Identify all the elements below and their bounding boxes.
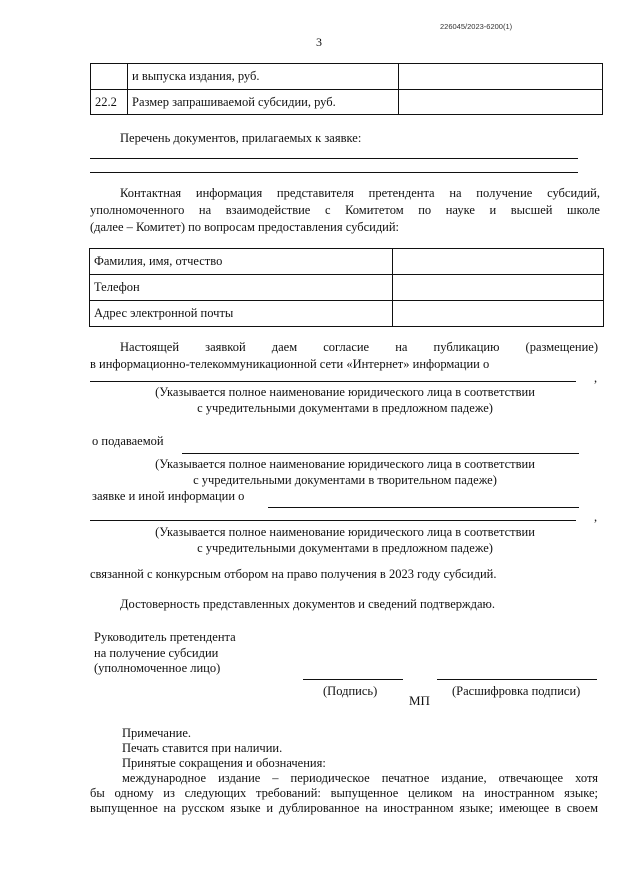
- table-row: [90, 301, 604, 327]
- row-value[interactable]: [399, 90, 603, 115]
- comma: ,: [594, 371, 598, 385]
- competition-line: связанной с конкурсным отбором на право получения в 2023 году субсидий.: [90, 567, 497, 581]
- note-definition-line-2: бы одному из следующих требований: выпущенное целиком на иностранном языке;: [90, 786, 598, 800]
- note-title: Примечание.: [122, 726, 192, 740]
- caption-line: с учредительными документами в творительном падеже): [193, 473, 497, 487]
- consent-line-2: в информационно-телекоммуникационной сети «Интернет» информации о: [90, 357, 490, 371]
- documents-list-line-2[interactable]: [90, 172, 578, 173]
- caption-line: с учредительными документами в предложном падеже): [197, 401, 493, 415]
- page-number: 3: [316, 35, 322, 49]
- caption-line: (Указывается полное наименование юридического лица в соответствии: [155, 525, 535, 539]
- row-number: [91, 64, 128, 90]
- contact-paragraph-line-3: (далее – Комитет) по вопросам предоставления субсидий:: [90, 220, 400, 234]
- table-row: [91, 90, 603, 115]
- org-name-line-1[interactable]: [90, 381, 576, 382]
- table-row: [90, 249, 604, 275]
- comma: ,: [594, 510, 598, 524]
- documents-list-line-1[interactable]: [90, 158, 578, 159]
- note-definition-line-1: международное издание – периодическое печатное издание, отвечающее хотя: [122, 771, 598, 785]
- subsidy-table: [90, 63, 603, 115]
- decoding-label: (Расшифровка подписи): [452, 684, 581, 698]
- stamp-label: МП: [409, 693, 430, 708]
- documents-list-label: Перечень документов, прилагаемых к заявке:: [120, 131, 362, 145]
- note-seal: Печать ставится при наличии.: [122, 741, 283, 755]
- caption-prepositional: [90, 384, 600, 416]
- caption-line: (Указывается полное наименование юридического лица в соответствии: [155, 457, 535, 471]
- signature-line[interactable]: [303, 679, 403, 680]
- note-abbrev: Принятые сокращения и обозначения:: [122, 756, 326, 770]
- contact-value[interactable]: [393, 301, 604, 327]
- contact-paragraph-line-1: Контактная информация представителя претендента на получение субсидий,: [120, 186, 600, 200]
- document-id: 226045/2023-6200(1): [440, 22, 513, 31]
- caption-line: с учредительными документами в предложном падеже): [197, 541, 493, 555]
- org-name-line-4[interactable]: [90, 520, 576, 521]
- signatory-line-1: Руководитель претендента: [94, 630, 236, 644]
- signatory-line-3: (уполномоченное лицо): [94, 661, 221, 675]
- row-label: и выпуска издания, руб.: [128, 64, 399, 90]
- signatory-line-2: на получение субсидии: [94, 646, 219, 660]
- signature-label: (Подпись): [323, 684, 378, 698]
- other-info-label: заявке и иной информации о: [92, 489, 245, 503]
- caption-instrumental: [90, 456, 600, 488]
- contact-label: Фамилия, имя, отчество: [90, 249, 393, 275]
- contact-label: Адрес электронной почты: [90, 301, 393, 327]
- note-definition-line-3: выпущенное на русском языке и дублированное на иностранном языке; имеющее в своем: [90, 801, 598, 815]
- contact-value[interactable]: [393, 275, 604, 301]
- org-name-line-2[interactable]: [182, 453, 579, 454]
- decoding-line[interactable]: [437, 679, 597, 680]
- contact-table: [89, 248, 604, 327]
- table-row: [90, 275, 604, 301]
- caption-prepositional-2: [90, 524, 600, 556]
- contact-label: Телефон: [90, 275, 393, 301]
- row-label: Размер запрашиваемой субсидии, руб.: [128, 90, 399, 115]
- submitted-label: о подаваемой: [92, 434, 164, 448]
- table-row: [91, 64, 603, 90]
- contact-paragraph-line-2: уполномоченного на взаимодействие с Комитетом по науке и высшей школе: [90, 203, 600, 217]
- confirmation-line: Достоверность представленных документов и сведений подтверждаю.: [120, 597, 495, 611]
- org-name-line-3[interactable]: [268, 507, 579, 508]
- consent-line-1: Настоящей заявкой даем согласие на публикацию (размещение): [120, 340, 598, 354]
- row-number: 22.2: [91, 90, 128, 115]
- caption-line: (Указывается полное наименование юридического лица в соответствии: [155, 385, 535, 399]
- row-value[interactable]: [399, 64, 603, 90]
- contact-value[interactable]: [393, 249, 604, 275]
